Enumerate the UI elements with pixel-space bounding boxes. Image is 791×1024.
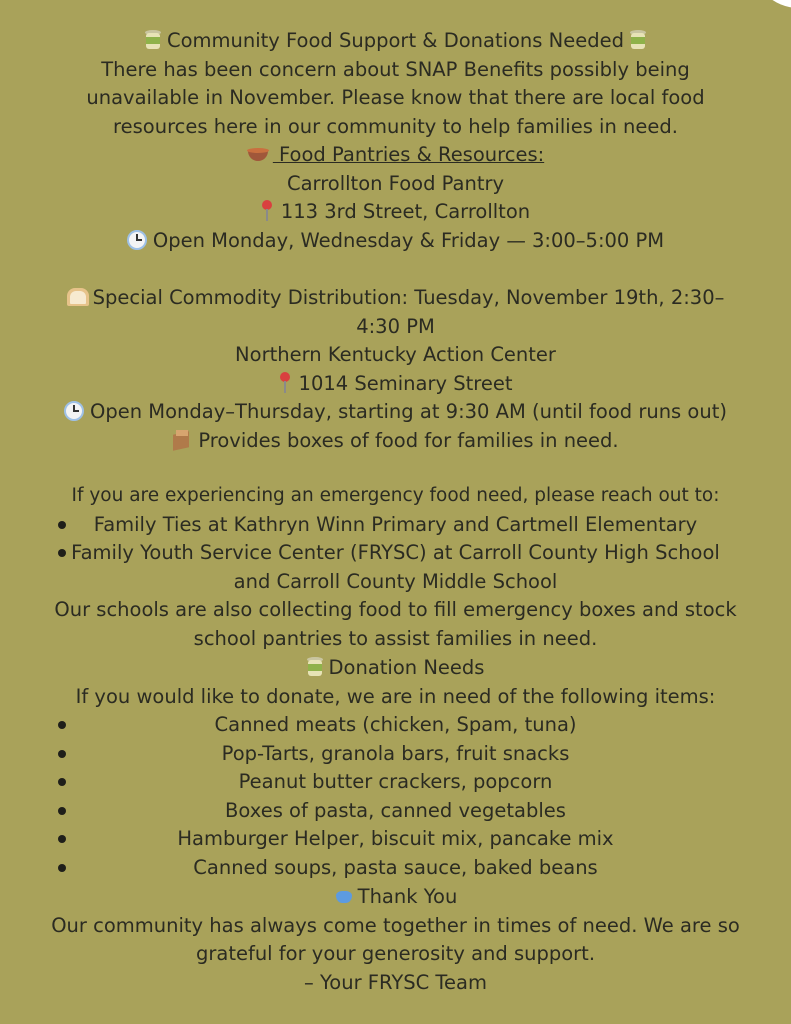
schools-line: school pantries to assist families in need.: [193, 627, 598, 650]
bread-icon: [67, 288, 89, 306]
nkac-provides-line: [0, 427, 791, 455]
nkac-address-line: [0, 370, 791, 398]
carrollton-address-line: [0, 198, 791, 226]
intro-line: unavailable in November. Please know that there are local food: [86, 86, 705, 109]
nkac-name: Northern Kentucky Action Center: [235, 343, 556, 366]
nkac-address: 1014 Seminary Street: [298, 372, 513, 395]
thanks-heading: [0, 883, 791, 911]
donation-item: Boxes of pasta, canned vegetables: [225, 799, 566, 822]
schools-line: Our schools are also collecting food to fill emergency boxes and stock: [54, 598, 737, 621]
intro-line: resources here in our community to help families in need.: [113, 115, 678, 138]
nkac-hours: Open Monday–Thursday, starting at 9:30 AM (until food runs out): [90, 400, 727, 423]
thanks-line: Our community has always come together in times of need. We are so: [51, 914, 740, 937]
title-line: [0, 27, 791, 55]
special-line-2: 4:30 PM: [356, 315, 435, 338]
signature: – Your FRYSC Team: [304, 971, 487, 994]
emergency-item: Family Ties at Kathryn Winn Primary and Cartmell Elementary: [93, 513, 698, 536]
special-text: Special Commodity Distribution: Tuesday, November 19th, 2:30–: [92, 286, 725, 309]
bowl-icon: [247, 146, 269, 162]
page-corner: [751, 0, 791, 8]
carrollton-address: 113 3rd Street, Carrollton: [280, 200, 531, 223]
special-line: [0, 284, 791, 312]
donation-item: Canned soups, pasta sauce, baked beans: [193, 856, 598, 879]
donation-item: Peanut butter crackers, popcorn: [238, 770, 553, 793]
clock-icon: [64, 401, 84, 421]
canned-food-icon: [145, 30, 161, 50]
donation-item: Hamburger Helper, biscuit mix, pancake mix: [177, 827, 614, 850]
nkac-provides: Provides boxes of food for families in need.: [198, 429, 619, 452]
donation-item: Canned meats (chicken, Spam, tuna): [214, 713, 577, 736]
carrollton-name: Carrollton Food Pantry: [286, 172, 505, 195]
carrollton-hours-line: [0, 227, 791, 255]
pantries-heading: [0, 141, 791, 169]
carrollton-hours: Open Monday, Wednesday & Friday — 3:00–5:00 PM: [152, 229, 665, 252]
nkac-hours-line: [0, 398, 791, 426]
package-icon: [172, 430, 190, 450]
page-title: Community Food Support & Donations Needed: [166, 29, 624, 52]
pin-icon: [261, 200, 273, 222]
blue-heart-icon: [334, 887, 354, 905]
pin-icon: [279, 372, 291, 394]
canned-food-icon: [630, 30, 646, 50]
donation-heading-text: Donation Needs: [328, 656, 485, 679]
donation-item: Pop-Tarts, granola bars, fruit snacks: [221, 742, 570, 765]
emergency-intro: If you are experiencing an emergency food need, please reach out to:: [71, 485, 720, 506]
thanks-heading-text: Thank You: [357, 885, 458, 908]
clock-icon: [127, 230, 147, 250]
donation-heading: [0, 654, 791, 682]
intro-line: There has been concern about SNAP Benefits possibly being: [101, 58, 690, 81]
thanks-line: grateful for your generosity and support.: [195, 942, 596, 965]
pantries-heading-text: Food Pantries & Resources:: [272, 143, 545, 166]
emergency-item: Family Youth Service Center (FRYSC) at Carroll County High School: [71, 541, 720, 564]
donation-intro: If you would like to donate, we are in need of the following items:: [75, 685, 716, 708]
emergency-item-cont: and Carroll County Middle School: [233, 570, 558, 593]
canned-food-icon: [307, 657, 323, 677]
